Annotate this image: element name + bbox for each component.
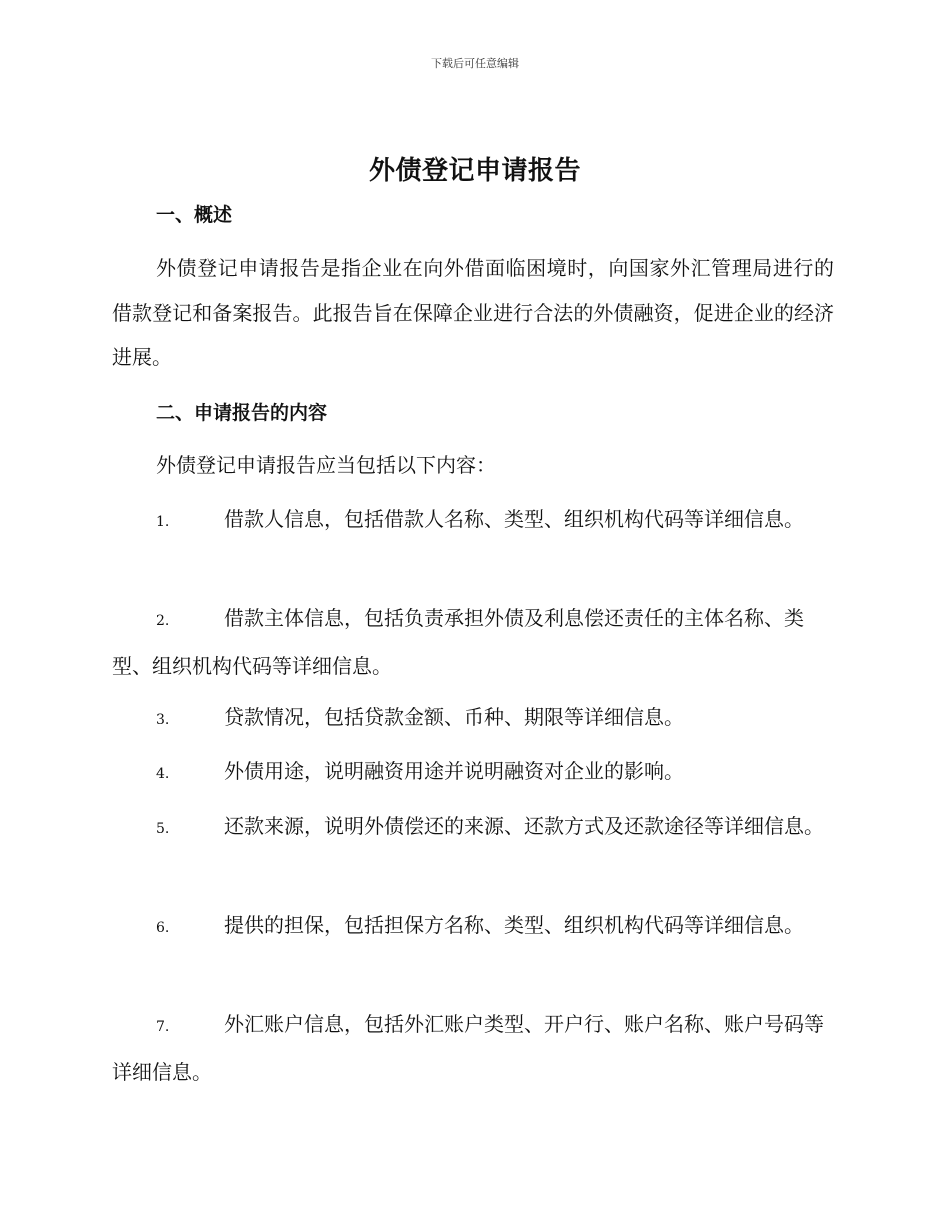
- list-item: [112, 804, 834, 852]
- list-item-text: 还款来源，说明外债偿还的来源、还款方式及还款途径等详细信息。: [224, 814, 824, 838]
- list-item: [112, 903, 834, 951]
- list-item-text: 提供的担保，包括担保方名称、类型、组织机构代码等详细信息。: [224, 913, 804, 937]
- list-item: [112, 596, 834, 688]
- list-item-number: 7.: [156, 1019, 170, 1035]
- list-item-number: 2.: [156, 613, 170, 629]
- contents-intro: 外债登记申请报告应当包括以下内容：: [156, 453, 496, 477]
- list-item-number: 3.: [156, 712, 170, 728]
- list-item: [112, 1002, 834, 1094]
- list-item: [112, 695, 834, 743]
- section-heading-contents: 二、申请报告的内容: [156, 402, 328, 424]
- overview-paragraph: 外债登记申请报告是指企业在向外借面临困境时，向国家外汇管理局进行的借款登记和备案报告。此报告旨在保障企业进行合法的外债融资，促进企业的经济进展。: [112, 256, 834, 369]
- list-item-text: 贷款情况，包括贷款金额、币种、期限等详细信息。: [224, 705, 684, 729]
- list-item-text: 借款人信息，包括借款人名称、类型、组织机构代码等详细信息。: [224, 507, 804, 531]
- list-item-number: 1.: [156, 514, 170, 530]
- header-note: 下载后可任意编辑: [431, 57, 519, 70]
- list-item: [112, 497, 834, 545]
- list-item-number: 5.: [156, 821, 170, 837]
- document-title: 外债登记申请报告: [368, 156, 581, 186]
- list-item: [112, 749, 834, 797]
- list-item-text: 借款主体信息，包括负责承担外债及利息偿还责任的主体名称、类型、组织机构代码等详细信息。: [112, 606, 804, 678]
- list-item-text: 外汇账户信息，包括外汇账户类型、开户行、账户名称、账户号码等详细信息。: [112, 1012, 824, 1084]
- section-heading-overview: 一、概述: [156, 204, 233, 226]
- list-item-number: 4.: [156, 766, 170, 782]
- list-item-text: 外债用途，说明融资用途并说明融资对企业的影响。: [224, 759, 684, 783]
- list-item-number: 6.: [156, 920, 170, 936]
